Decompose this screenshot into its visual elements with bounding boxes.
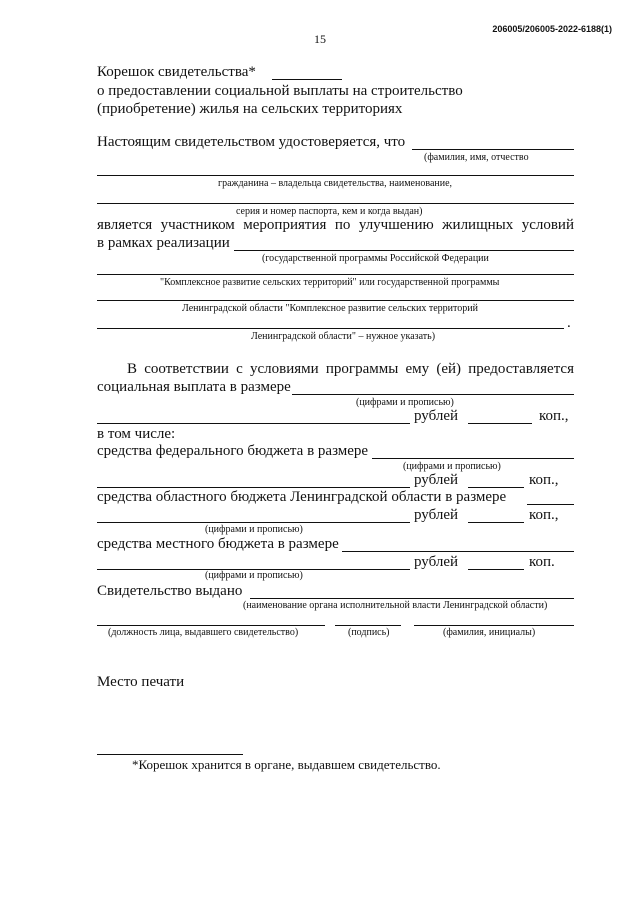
citizen-blank [97,175,574,176]
regional-words-blank [97,522,410,523]
program-period: . [567,315,571,331]
participant-line-1: является участником мероприятия по улучшению жилищных условий [97,217,574,233]
program-blank-2 [97,274,574,275]
footnote-text: *Корешок хранится в органе, выдавшем свидетельство. [132,757,441,772]
caption-program-1: (государственной программы Российской Федерации [262,253,489,264]
title-line-2: о предоставлении социальной выплаты на строительство [97,83,463,99]
federal-label: средства федерального бюджета в размере [97,443,369,459]
page-number: 15 [314,32,326,46]
certify-text: Настоящим свидетельством удостоверяется, что [97,134,406,150]
regional-blank [527,504,574,505]
passport-blank [97,203,574,204]
amount-words-blank [97,423,410,424]
participant-line-2: в рамках реализации [97,235,230,251]
caption-fio: (фамилия, имя, отчество [424,152,529,163]
regional-kop-blank [468,522,524,523]
federal-words-blank [97,487,410,488]
fio-blank [412,149,574,150]
issuer-blank [250,598,574,599]
caption-program-3: Ленинградской области "Комплексное развитие сельских территорий [182,303,478,314]
program-blank [234,250,574,251]
signature-blank [335,625,401,626]
amount-kop: коп., [539,408,569,424]
program-blank-3 [97,300,574,301]
issued-label: Свидетельство выдано [97,583,243,599]
federal-blank [372,458,574,459]
federal-kop: коп., [529,472,559,488]
local-blank [342,551,574,552]
federal-kop-blank [468,487,524,488]
local-kop: коп. [529,554,555,570]
regional-label: средства областного бюджета Ленинградской области в размере [97,489,507,505]
caption-program-2: "Комплексное развитие сельских территорий" или государственной программы [160,277,500,288]
caption-issuer: (наименование органа исполнительной власти Ленинградской области) [243,600,548,611]
title-blank [272,79,342,80]
caption-regional: (цифрами и прописью) [205,524,303,535]
caption-program-4: Ленинградской области" – нужное указать) [251,331,436,342]
title-line-3: (приобретение) жилья на сельских территориях [97,101,403,117]
local-rub: рублей [414,554,459,570]
conditions-line-2: социальная выплата в размере [97,379,291,395]
amount-kop-blank [468,423,532,424]
regional-rub: рублей [414,507,459,523]
caption-local: (цифрами и прописью) [205,570,303,581]
caption-position: (должность лица, выдавшего свидетельство) [108,627,299,638]
amount-blank [292,394,574,395]
conditions-line-1: В соответствии с условиями программы ему (ей) предоставляется [127,361,574,377]
position-blank [97,625,325,626]
caption-federal: (цифрами и прописью) [403,461,501,472]
caption-passport: серия и номер паспорта, кем и когда выдан) [236,206,423,217]
title-line-1: Корешок свидетельства* [97,64,256,80]
federal-rub: рублей [414,472,459,488]
program-blank-4 [97,328,564,329]
name-blank [414,625,574,626]
document-id: 206005/206005-2022-6188(1) [492,24,612,34]
caption-citizen: гражданина – владельца свидетельства, наименование, [218,178,453,189]
seal-label: Место печати [97,674,185,690]
local-label: средства местного бюджета в размере [97,536,339,552]
amount-rub: рублей [414,408,459,424]
footnote-rule [97,754,243,755]
caption-amount: (цифрами и прописью) [356,397,454,408]
caption-name: (фамилия, инициалы) [443,627,536,638]
caption-signature: (подпись) [348,627,390,638]
including-label: в том числе: [97,426,176,442]
local-kop-blank [468,569,524,570]
regional-kop: коп., [529,507,559,523]
